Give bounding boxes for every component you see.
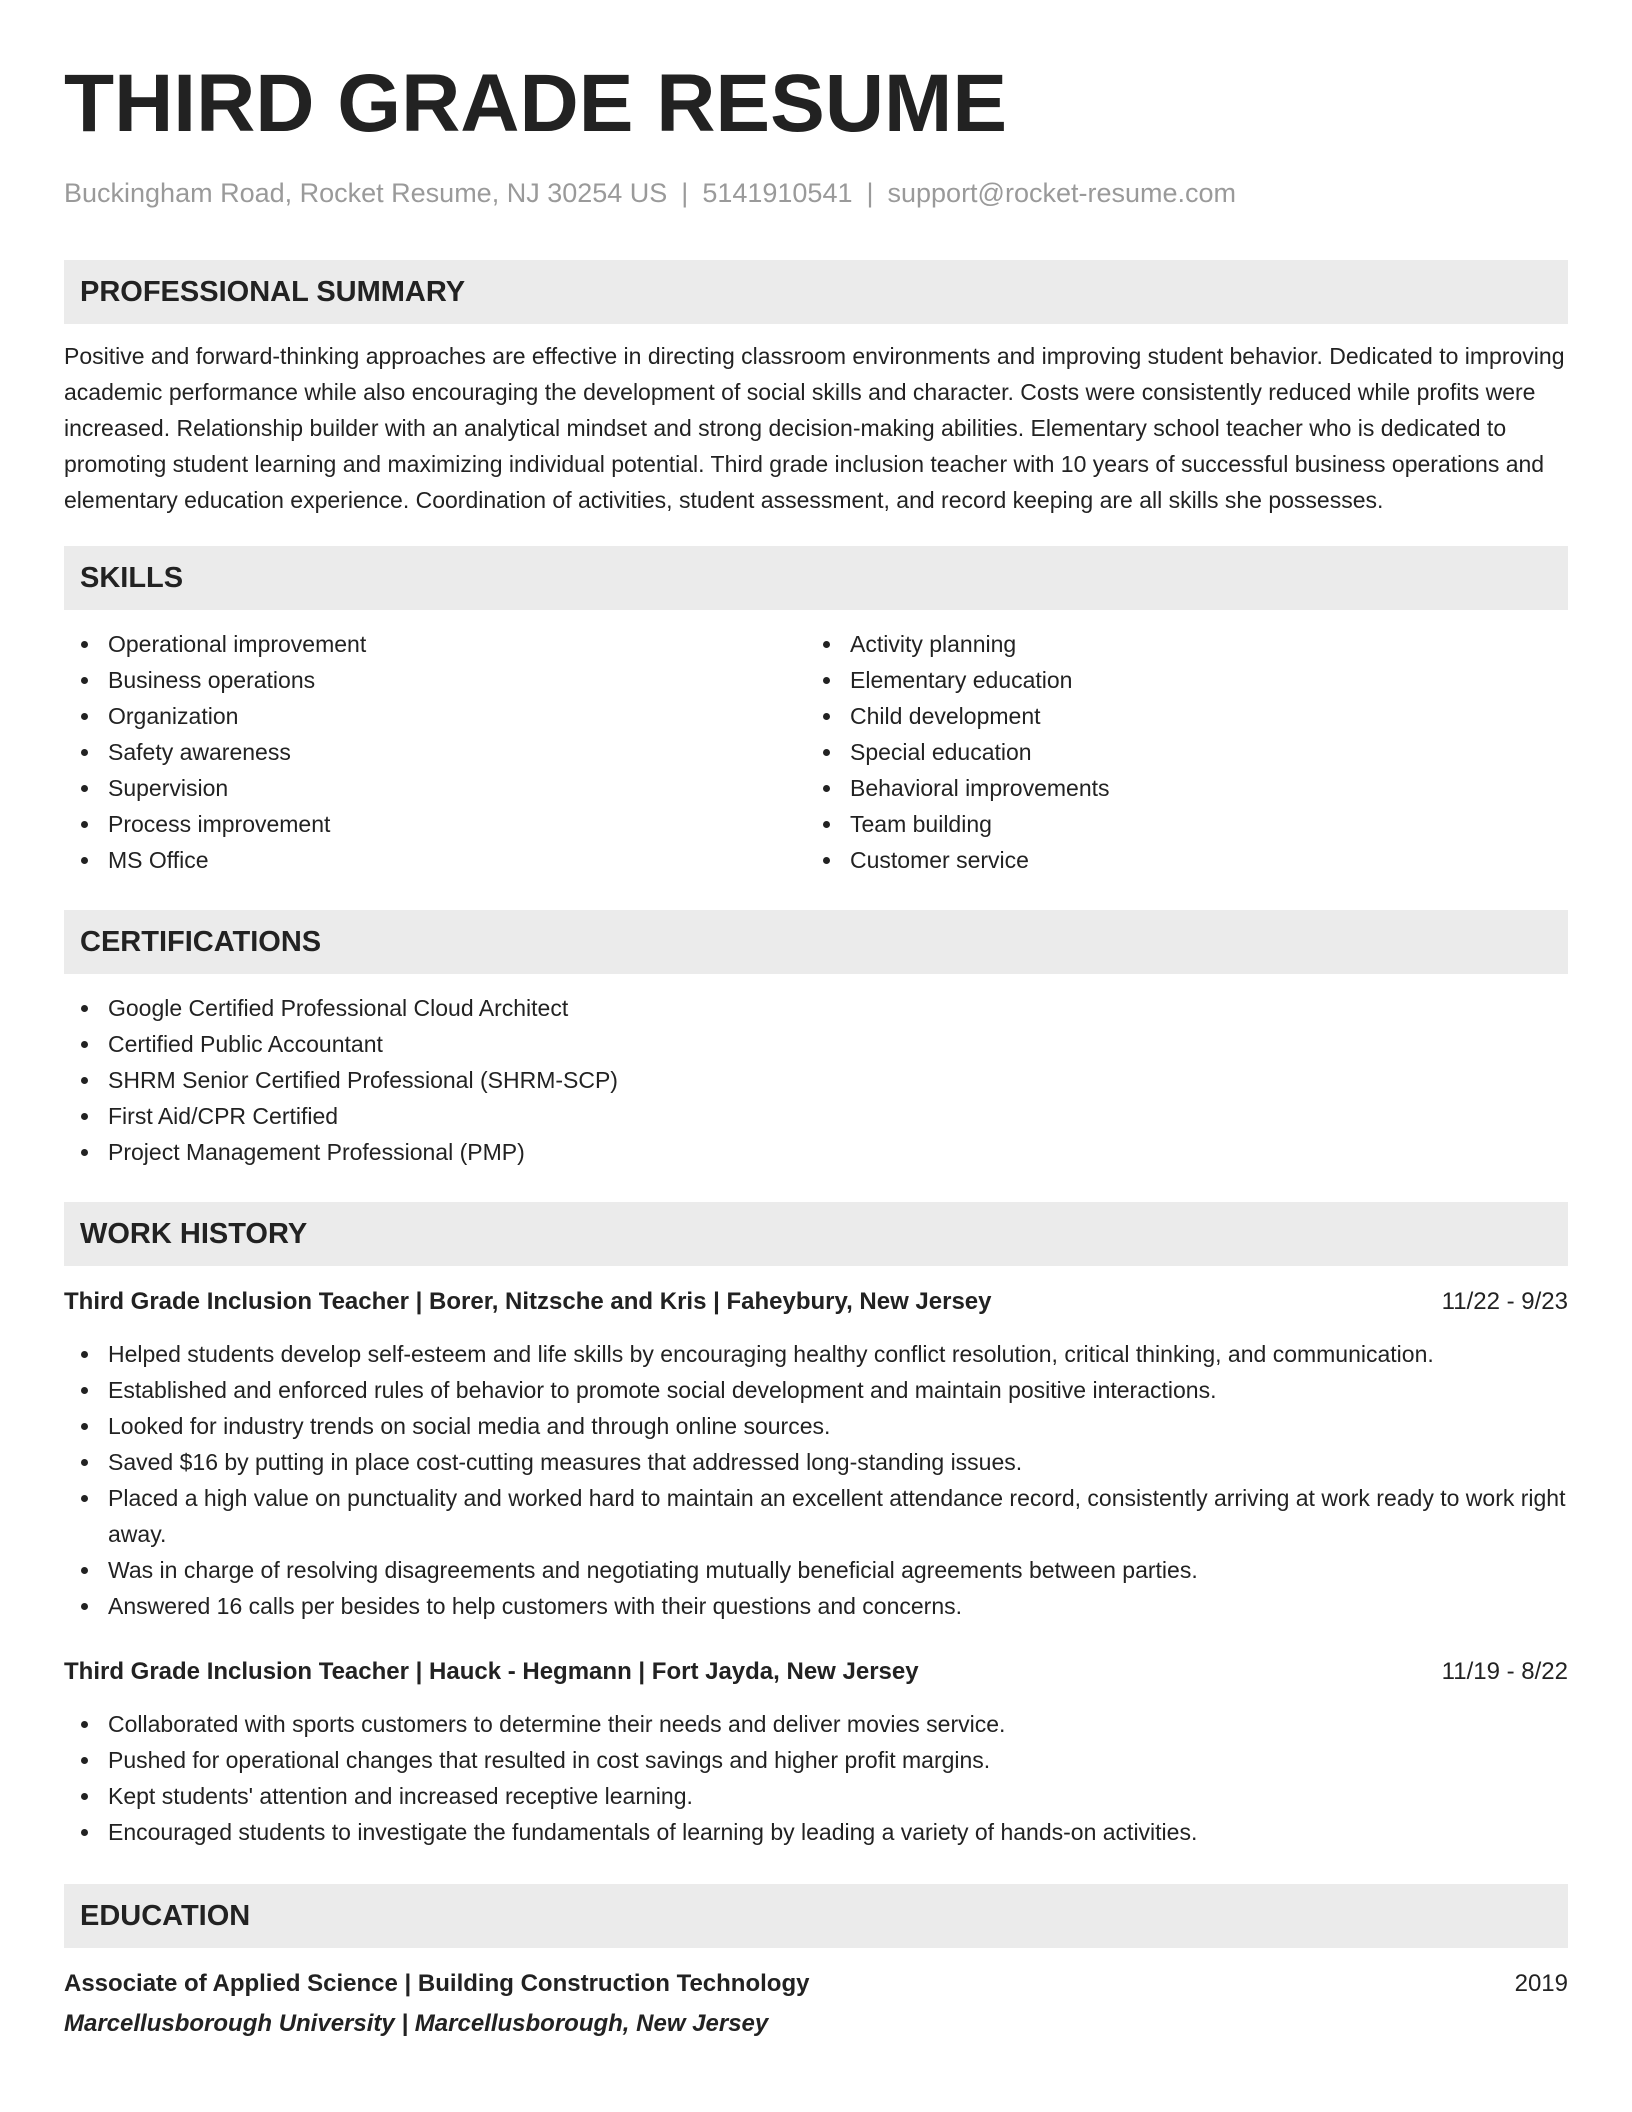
job-title: Third Grade Inclusion Teacher | Borer, Nitzsche and Kris | Faheybury, New Jersey bbox=[64, 1288, 992, 1315]
job-duty: Was in charge of resolving disagreements and negotiating mutually beneficial agreements between parties. bbox=[64, 1552, 1568, 1588]
skill-item: Customer service bbox=[806, 842, 1548, 878]
contact-separator: | bbox=[681, 178, 689, 208]
job-heading-row bbox=[64, 1654, 1568, 1690]
job-heading-row bbox=[64, 1284, 1568, 1320]
education-heading-row bbox=[64, 1966, 1568, 2002]
certifications-list bbox=[64, 990, 1568, 1170]
job-duty: Answered 16 calls per besides to help customers with their questions and concerns. bbox=[64, 1588, 1568, 1624]
skill-item: Business operations bbox=[64, 662, 806, 698]
contact-phone: 5141910541 bbox=[702, 178, 853, 208]
job-entry bbox=[64, 1284, 1568, 1624]
skills-column-left bbox=[64, 626, 806, 878]
job-duty: Established and enforced rules of behavior to promote social development and maintain positive interactions. bbox=[64, 1372, 1568, 1408]
contact-line bbox=[64, 176, 1568, 210]
section-header-summary: PROFESSIONAL SUMMARY bbox=[64, 260, 1568, 324]
section-header-education: EDUCATION bbox=[64, 1884, 1568, 1948]
job-dates: 11/22 - 9/23 bbox=[1441, 1288, 1568, 1315]
contact-address: Buckingham Road, Rocket Resume, NJ 30254 US bbox=[64, 178, 668, 208]
skills-column-right bbox=[806, 626, 1548, 878]
job-duty: Looked for industry trends on social media and through online sources. bbox=[64, 1408, 1568, 1444]
resume-title: THIRD GRADE RESUME bbox=[64, 58, 1008, 149]
job-duties-list bbox=[64, 1336, 1568, 1624]
job-dates: 11/19 - 8/22 bbox=[1441, 1658, 1568, 1685]
job-duty: Placed a high value on punctuality and worked hard to maintain an excellent attendance record, consistently arriving at work ready to work right away. bbox=[64, 1480, 1568, 1552]
skill-item: Organization bbox=[64, 698, 806, 734]
certification-item: Google Certified Professional Cloud Architect bbox=[64, 990, 1568, 1026]
skill-item: Team building bbox=[806, 806, 1548, 842]
job-duty: Helped students develop self-esteem and life skills by encouraging healthy conflict resolution, critical thinking, and communication. bbox=[64, 1336, 1568, 1372]
skill-item: MS Office bbox=[64, 842, 806, 878]
contact-separator: | bbox=[866, 178, 874, 208]
job-duty: Pushed for operational changes that resulted in cost savings and higher profit margins. bbox=[64, 1742, 1568, 1778]
job-title: Third Grade Inclusion Teacher | Hauck - Hegmann | Fort Jayda, New Jersey bbox=[64, 1658, 919, 1685]
education-degree: Associate of Applied Science | Building Construction Technology bbox=[64, 1970, 810, 1997]
job-duty: Kept students' attention and increased receptive learning. bbox=[64, 1778, 1568, 1814]
education-year: 2019 bbox=[1514, 1970, 1568, 1997]
section-header-certifications: CERTIFICATIONS bbox=[64, 910, 1568, 974]
skill-item: Elementary education bbox=[806, 662, 1548, 698]
skill-item: Supervision bbox=[64, 770, 806, 806]
job-duty: Saved $16 by putting in place cost-cutting measures that addressed long-standing issues. bbox=[64, 1444, 1568, 1480]
job-duty: Encouraged students to investigate the fundamentals of learning by leading a variety of hands-on activities. bbox=[64, 1814, 1568, 1850]
skill-item: Special education bbox=[806, 734, 1548, 770]
skill-item: Activity planning bbox=[806, 626, 1548, 662]
job-entry bbox=[64, 1654, 1568, 1850]
skill-item: Behavioral improvements bbox=[806, 770, 1548, 806]
section-header-skills: SKILLS bbox=[64, 546, 1568, 610]
skill-item: Process improvement bbox=[64, 806, 806, 842]
skills-list bbox=[64, 626, 1568, 878]
job-duties-list bbox=[64, 1706, 1568, 1850]
certification-item: First Aid/CPR Certified bbox=[64, 1098, 1568, 1134]
certification-item: SHRM Senior Certified Professional (SHRM-SCP) bbox=[64, 1062, 1568, 1098]
job-duty: Collaborated with sports customers to determine their needs and deliver movies service. bbox=[64, 1706, 1568, 1742]
certification-item: Certified Public Accountant bbox=[64, 1026, 1568, 1062]
contact-email: support@rocket-resume.com bbox=[887, 178, 1237, 208]
skill-item: Operational improvement bbox=[64, 626, 806, 662]
skill-item: Safety awareness bbox=[64, 734, 806, 770]
resume-page bbox=[64, 0, 1568, 2042]
education-school: Marcellusborough University | Marcellusborough, New Jersey bbox=[64, 2010, 769, 2037]
summary-text: Positive and forward-thinking approaches are effective in directing classroom environments and improving student behavior. Dedicated to improving academic performance while also encouraging the development of social skills and character. Costs were consistently reduced while profits were increased. Relationship builder with an analytical mindset and strong decision-making abilities. Elementary school teacher who is dedicated to promoting student learning and maximizing individual potential. Third grade inclusion teacher with 10 years of successful business operations and elementary education experience. Coordination of activities, student assessment, and record keeping are all skills she possesses. bbox=[64, 343, 1565, 513]
certification-item: Project Management Professional (PMP) bbox=[64, 1134, 1568, 1170]
skill-item: Child development bbox=[806, 698, 1548, 734]
section-header-work-history: WORK HISTORY bbox=[64, 1202, 1568, 1266]
